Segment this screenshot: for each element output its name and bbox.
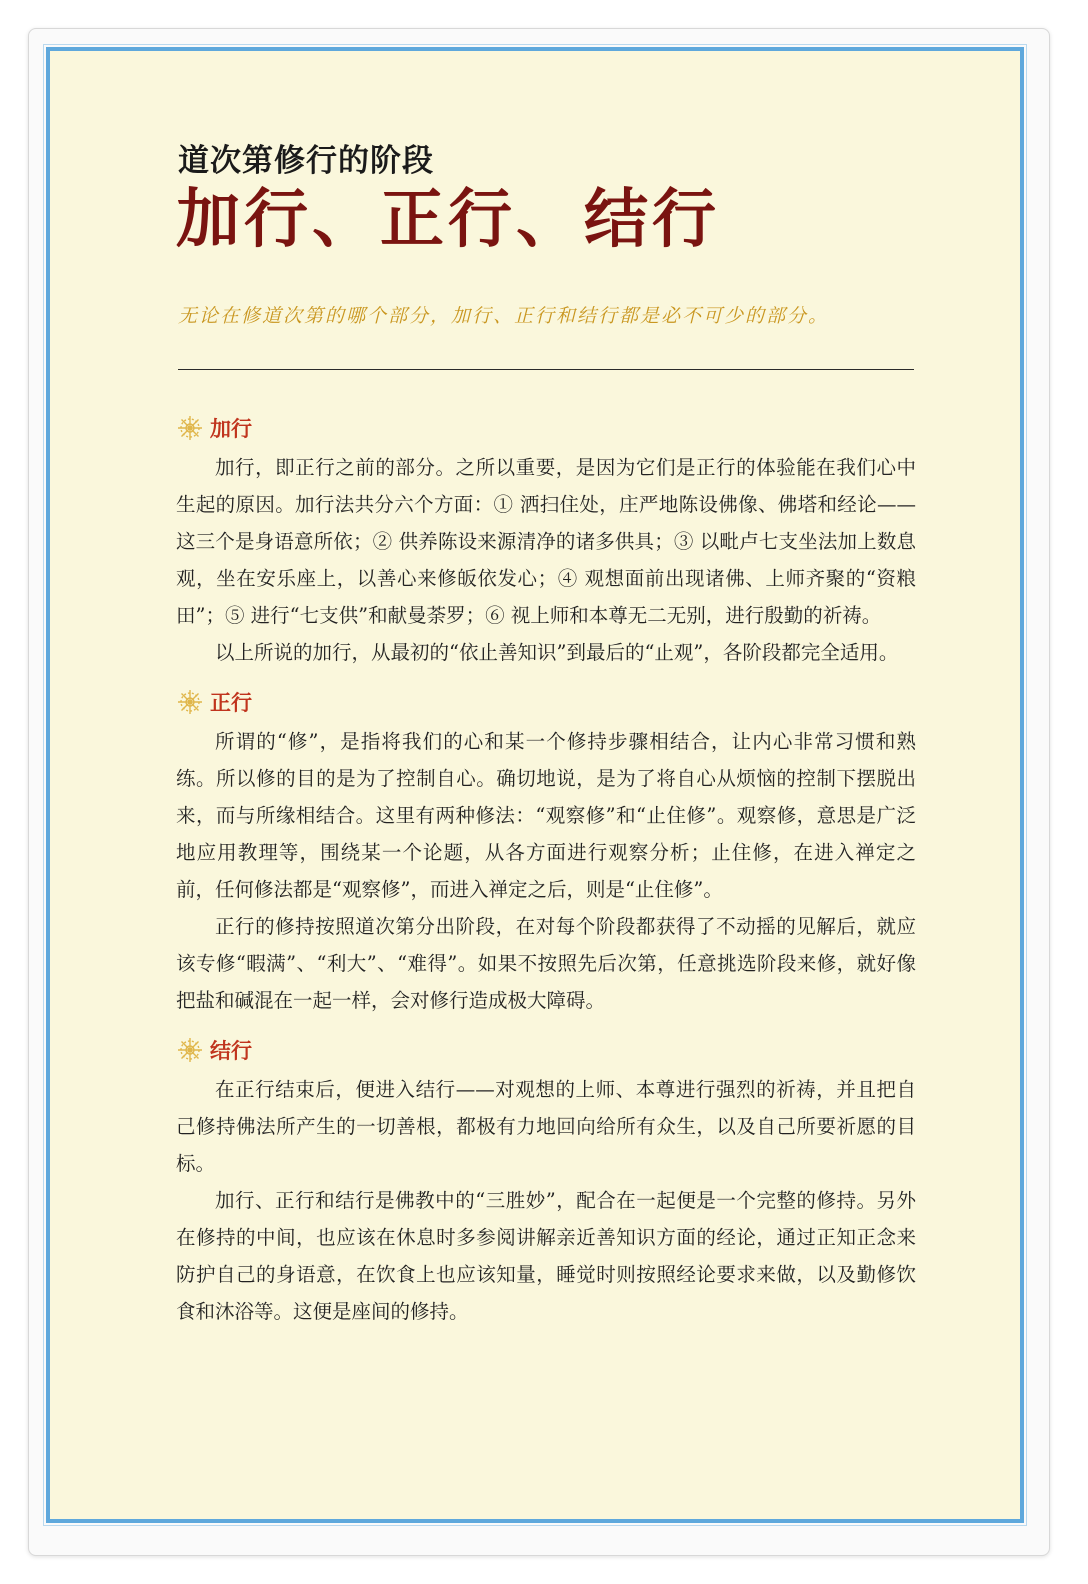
paragraph: 在正行结束后，便进入结行——对观想的上师、本尊进行强烈的祈祷，并且把自己修持佛法所产生的一切善根，都极有力地回向给所有众生，以及自己所要祈愿的目标。: [176, 1078, 916, 1175]
lotus-emblem-icon: [176, 414, 204, 442]
section-zhengxing: [176, 685, 916, 1019]
section-label: 加行: [210, 416, 252, 441]
lotus-emblem-icon: [176, 1036, 204, 1064]
section-heading: [176, 685, 916, 719]
section-heading: [176, 411, 916, 445]
paragraph: 加行，即正行之前的部分。之所以重要，是因为它们是正行的体验能在我们心中生起的原因。加行法共分六个方面：① 洒扫住处，庄严地陈设佛像、佛塔和经论——这三个是身语意所依；② 供养陈设来源清净的诸多供具；③ 以毗卢七支坐法加上数息观，坐在安乐座上，以善心来修皈依发心；④ 观想面前出现诸佛、上师齐聚的“资粮田”；⑤ 进行“七支供”和献曼荼罗；⑥ 视上师和本尊无二无别，进行殷勤的祈祷。: [176, 456, 916, 627]
page-title: 加行、正行、结行: [176, 182, 720, 257]
paragraph: 以上所说的加行，从最初的“依止善知识”到最后的“止观”，各阶段都完全适用。: [215, 641, 899, 664]
paragraph: 所谓的“修”，是指将我们的心和某一个修持步骤相结合，让内心非常习惯和熟练。所以修的目的是为了控制自心。确切地说，是为了将自心从烦恼的控制下摆脱出来，而与所缘相结合。这里有两种修法：“观察修”和“止住修”。观察修，意思是广泛地应用教理等，围绕某一个论题，从各方面进行观察分析；止住修，在进入禅定之前，任何修法都是“观察修”，而进入禅定之后，则是“止住修”。: [176, 730, 916, 901]
section-label: 正行: [210, 690, 252, 715]
page-subtitle: 无论在修道次第的哪个部分，加行、正行和结行都是必不可少的部分。: [178, 305, 830, 327]
lotus-emblem-icon: [176, 688, 204, 716]
book-page: [46, 47, 1024, 1523]
page-kicker: 道次第修行的阶段: [178, 143, 434, 179]
paragraph: 正行的修持按照道次第分出阶段，在对每个阶段都获得了不动摇的见解后，就应该专修“暇满”、“利大”、“难得”。如果不按照先后次第，任意挑选阶段来修，就好像把盐和碱混在一起一样，会对修行造成极大障碍。: [176, 915, 916, 1012]
content-body: [176, 411, 916, 1344]
section-jiexing: [176, 1033, 916, 1330]
paragraph: 加行、正行和结行是佛教中的“三胜妙”，配合在一起便是一个完整的修持。另外在修持的中间，也应该在休息时多参阅讲解亲近善知识方面的经论，通过正知正念来防护自己的身语意，在饮食上也应该知量，睡觉时则按照经论要求来做，以及勤修饮食和沐浴等。这便是座间的修持。: [176, 1189, 916, 1323]
section-label: 结行: [210, 1038, 252, 1063]
section-jiaxing: [176, 411, 916, 671]
section-heading: [176, 1033, 916, 1067]
divider: [178, 369, 914, 370]
